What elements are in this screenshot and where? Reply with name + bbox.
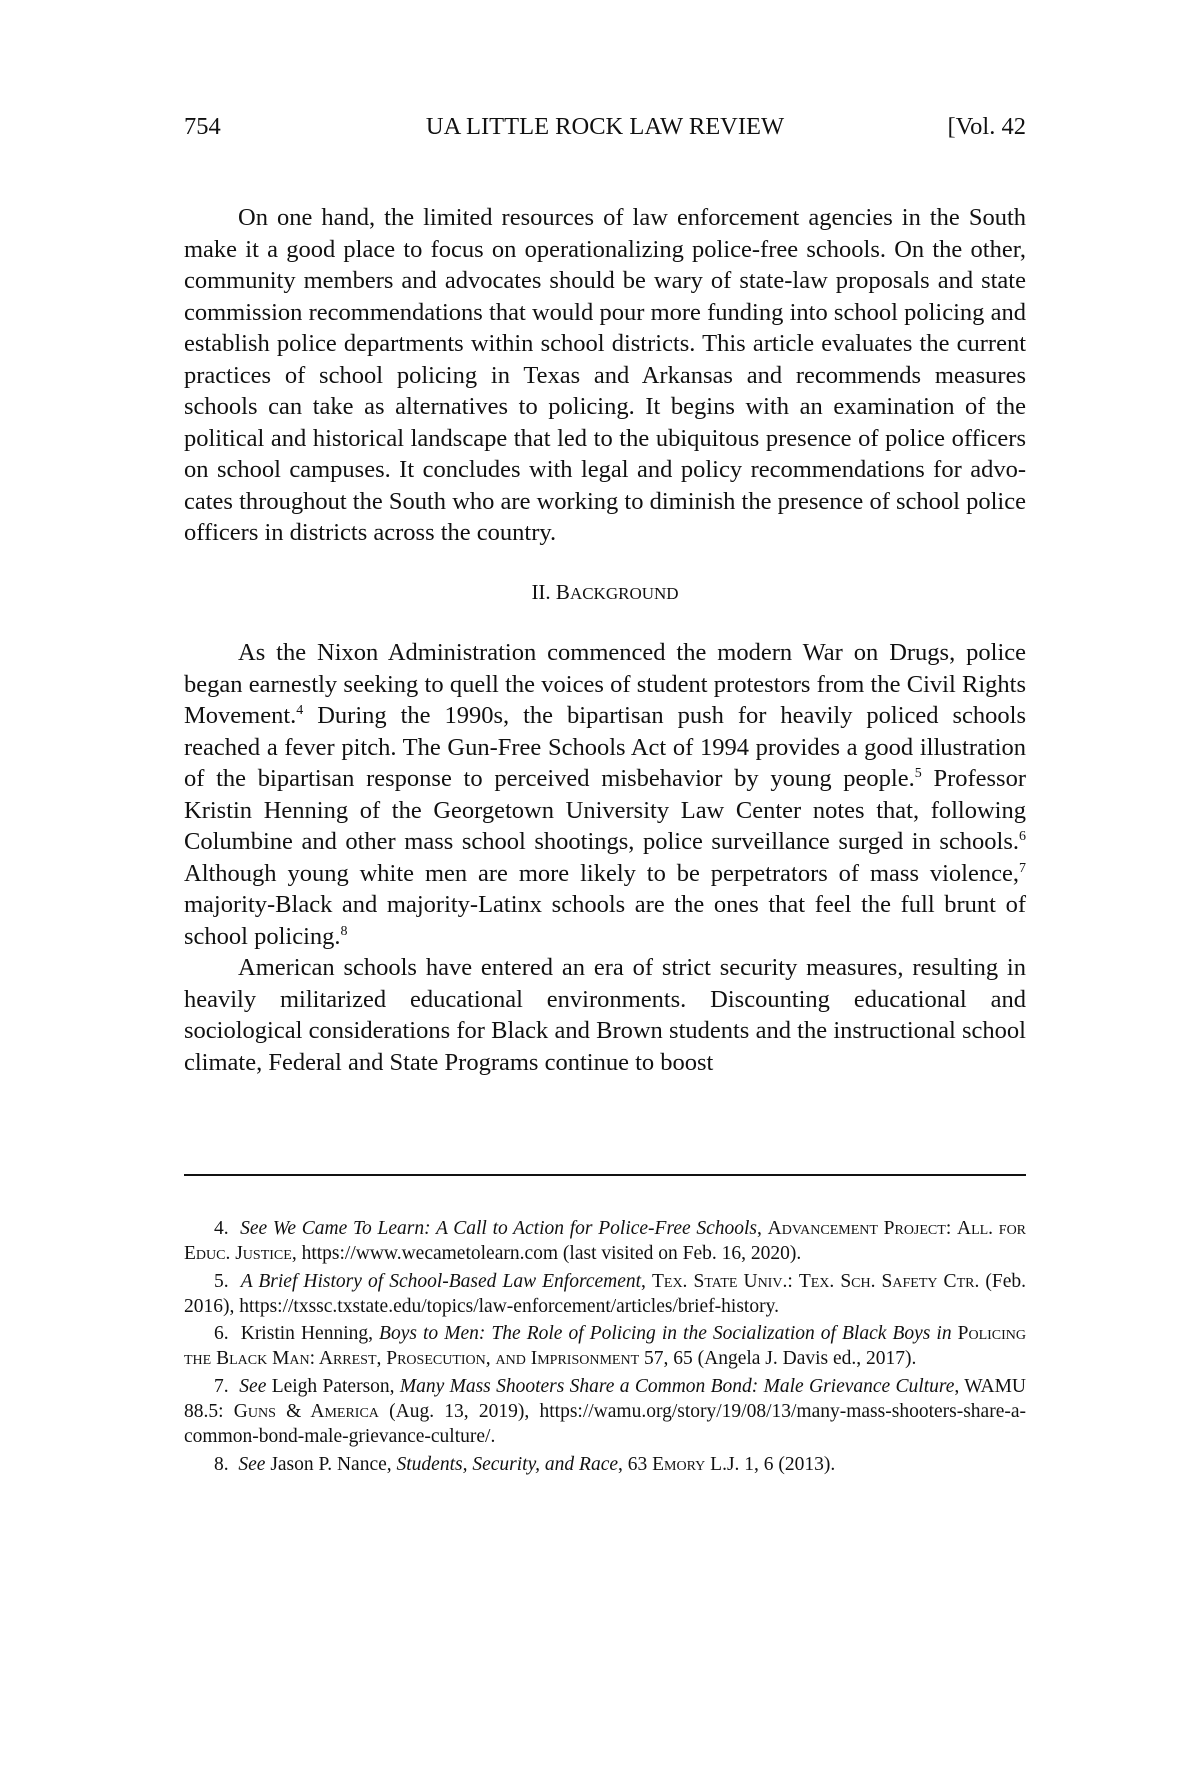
page-number: 754 bbox=[184, 113, 221, 140]
paragraph-2-text-a: As the Nixon Administration commenced the modern War on Drugs, police began earnestly seeking to quell the voices of student protestors from the Civil Rights Movement. bbox=[184, 639, 1026, 729]
footnote-7-title: Many Mass Shooters Share a Common Bond: Male Grievance Culture bbox=[399, 1375, 955, 1397]
footnote-divider bbox=[184, 1174, 1026, 1176]
footnote-5 bbox=[184, 1269, 1026, 1320]
footnote-8-journal: Emory bbox=[652, 1453, 706, 1475]
footnote-7-rest: (Aug. 13, 2019), https://wamu.org/​story/19/08/13/many-mass-shooters-share-a-common-bond-male-grievance-culture/. bbox=[184, 1401, 1027, 1448]
footnote-4-colon: : bbox=[945, 1218, 952, 1239]
footnote-4-source: Advancement Project bbox=[767, 1218, 946, 1239]
footnote-5-source-2: Tex. Sch. Safety Ctr. bbox=[798, 1270, 980, 1292]
footnote-ref-7[interactable]: 7 bbox=[1019, 860, 1026, 876]
footnote-4-signal: See bbox=[240, 1218, 268, 1239]
footnote-8-author: Jason P. Nance, bbox=[265, 1453, 397, 1475]
body-text bbox=[184, 202, 1026, 1078]
footnote-4-title: We Came To Learn: A Call to Action for Police-Free Schools bbox=[272, 1218, 758, 1239]
footnote-8-mid: , 63 bbox=[618, 1453, 653, 1475]
running-header bbox=[184, 110, 1026, 144]
footnote-7-author: Leigh Paterson, bbox=[266, 1375, 400, 1397]
footnote-8-number: 8. bbox=[214, 1453, 229, 1475]
paragraph-3: American schools have entered an era of strict security measures, resulting in heavily militarized educational environments. Discounting educational and sociological considerations for Black and Brown students and the instructional school climate, Federal and State Programs continue to boost bbox=[184, 954, 1026, 1076]
footnote-5-comma: , bbox=[641, 1270, 646, 1292]
footnotes bbox=[184, 1216, 1026, 1479]
footnote-8-title: Students, Security, and Race bbox=[396, 1453, 619, 1475]
footnote-4-source-2: All. for Educ. Justice bbox=[184, 1218, 1027, 1265]
paragraph-2-text-e: majority-Black and majority-Latinx schools are the ones that feel the full brunt of school policing. bbox=[184, 891, 1026, 950]
paragraph-2-text-c: Professor Kristin Henning of the Georgetown University Law Center notes that, following Columbine and other mass school shootings, police surveillance surged in schools. bbox=[184, 765, 1026, 855]
footnote-7-mid: , WAMU 88.5: bbox=[184, 1375, 1027, 1423]
footnote-6-rest: 57, 65 (Angela J. Davis ed., 2017). bbox=[639, 1348, 917, 1370]
footnote-7-source: Guns & America bbox=[233, 1401, 379, 1423]
paragraph-2 bbox=[184, 637, 1026, 952]
section-heading-number: II. B bbox=[531, 579, 570, 604]
footnote-6-title: Boys to Men: The Role of Policing in the Socialization of Black Boys in bbox=[379, 1323, 952, 1345]
paragraph-2-text-d: Although young white men are more likely to be perpetrators of mass violence, bbox=[184, 859, 1019, 887]
footnote-ref-4[interactable]: 4 bbox=[296, 703, 304, 718]
footnote-6-book: Policing the Black Man: Arrest, Prosecution, and Imprisonment bbox=[184, 1323, 1027, 1370]
footnote-6-author: Kristin Henning, bbox=[240, 1323, 380, 1345]
footnote-5-title: A Brief History of School-Based Law Enforcement bbox=[240, 1270, 642, 1292]
footnote-8-rest: L.J. 1, 6 (2013). bbox=[705, 1453, 836, 1475]
section-heading bbox=[184, 577, 1026, 610]
paragraph-2-text-b: During the 1990s, the bipartisan push for heavily policed schools reached a fever pitch. The Gun-Free Schools Act of 1994 provides a good illustration of the bipartisan response to perceived misbehavior by young people. bbox=[184, 702, 1026, 792]
footnote-6 bbox=[184, 1321, 1026, 1372]
journal-title: UA LITTLE ROCK LAW REVIEW bbox=[425, 113, 785, 140]
footnote-7 bbox=[184, 1374, 1026, 1450]
footnote-5-number: 5. bbox=[214, 1270, 229, 1292]
paragraph-1: On one hand, the limited resources of law enforcement agencies in the South make it a good place to focus on operationalizing police-free schools. On the other, community members and advocates should be wary of state-law proposals and state commission recommendations that would pour more funding into school policing and establish police departments within school districts. This article evaluates the current practices of school policing in Texas and Arkansas and recommends measures schools can take as alternatives to policing. It begins with an examination of the political and historical landscape that led to the ubiquitous presence of police officers on school campuses. It concludes with legal and policy recommendations for advocates throughout the South who are working to diminish the presence of school police officers in districts across the country. bbox=[184, 204, 1026, 546]
footnote-4-number: 4. bbox=[214, 1218, 229, 1239]
footnote-ref-6[interactable]: 6 bbox=[1019, 829, 1026, 844]
footnote-4-comma: , bbox=[757, 1218, 762, 1239]
footnote-5-rest: (Feb. 2016), https://txssc.txstate.edu/topics/law-enforcement/articles/brief-history. bbox=[184, 1270, 1027, 1317]
volume-label: [Vol. 42 bbox=[947, 113, 1026, 140]
footnote-7-number: 7. bbox=[214, 1375, 229, 1397]
section-heading-title: ACKGROUND bbox=[569, 583, 679, 603]
footnote-6-number: 6. bbox=[214, 1323, 229, 1345]
footnote-7-signal: See bbox=[239, 1375, 267, 1397]
footnote-ref-8[interactable]: 8 bbox=[340, 923, 348, 939]
footnote-8-signal: See bbox=[238, 1453, 266, 1475]
footnote-4 bbox=[184, 1216, 1026, 1267]
footnote-5-source: Tex. State Univ. bbox=[651, 1270, 788, 1292]
footnote-4-rest: , https://www.wecametolearn.com (last visited on Feb. 16, 2020). bbox=[291, 1243, 802, 1265]
footnote-5-colon: : bbox=[787, 1270, 793, 1292]
footnote-8 bbox=[184, 1452, 1026, 1477]
footnote-ref-5[interactable]: 5 bbox=[914, 766, 922, 781]
